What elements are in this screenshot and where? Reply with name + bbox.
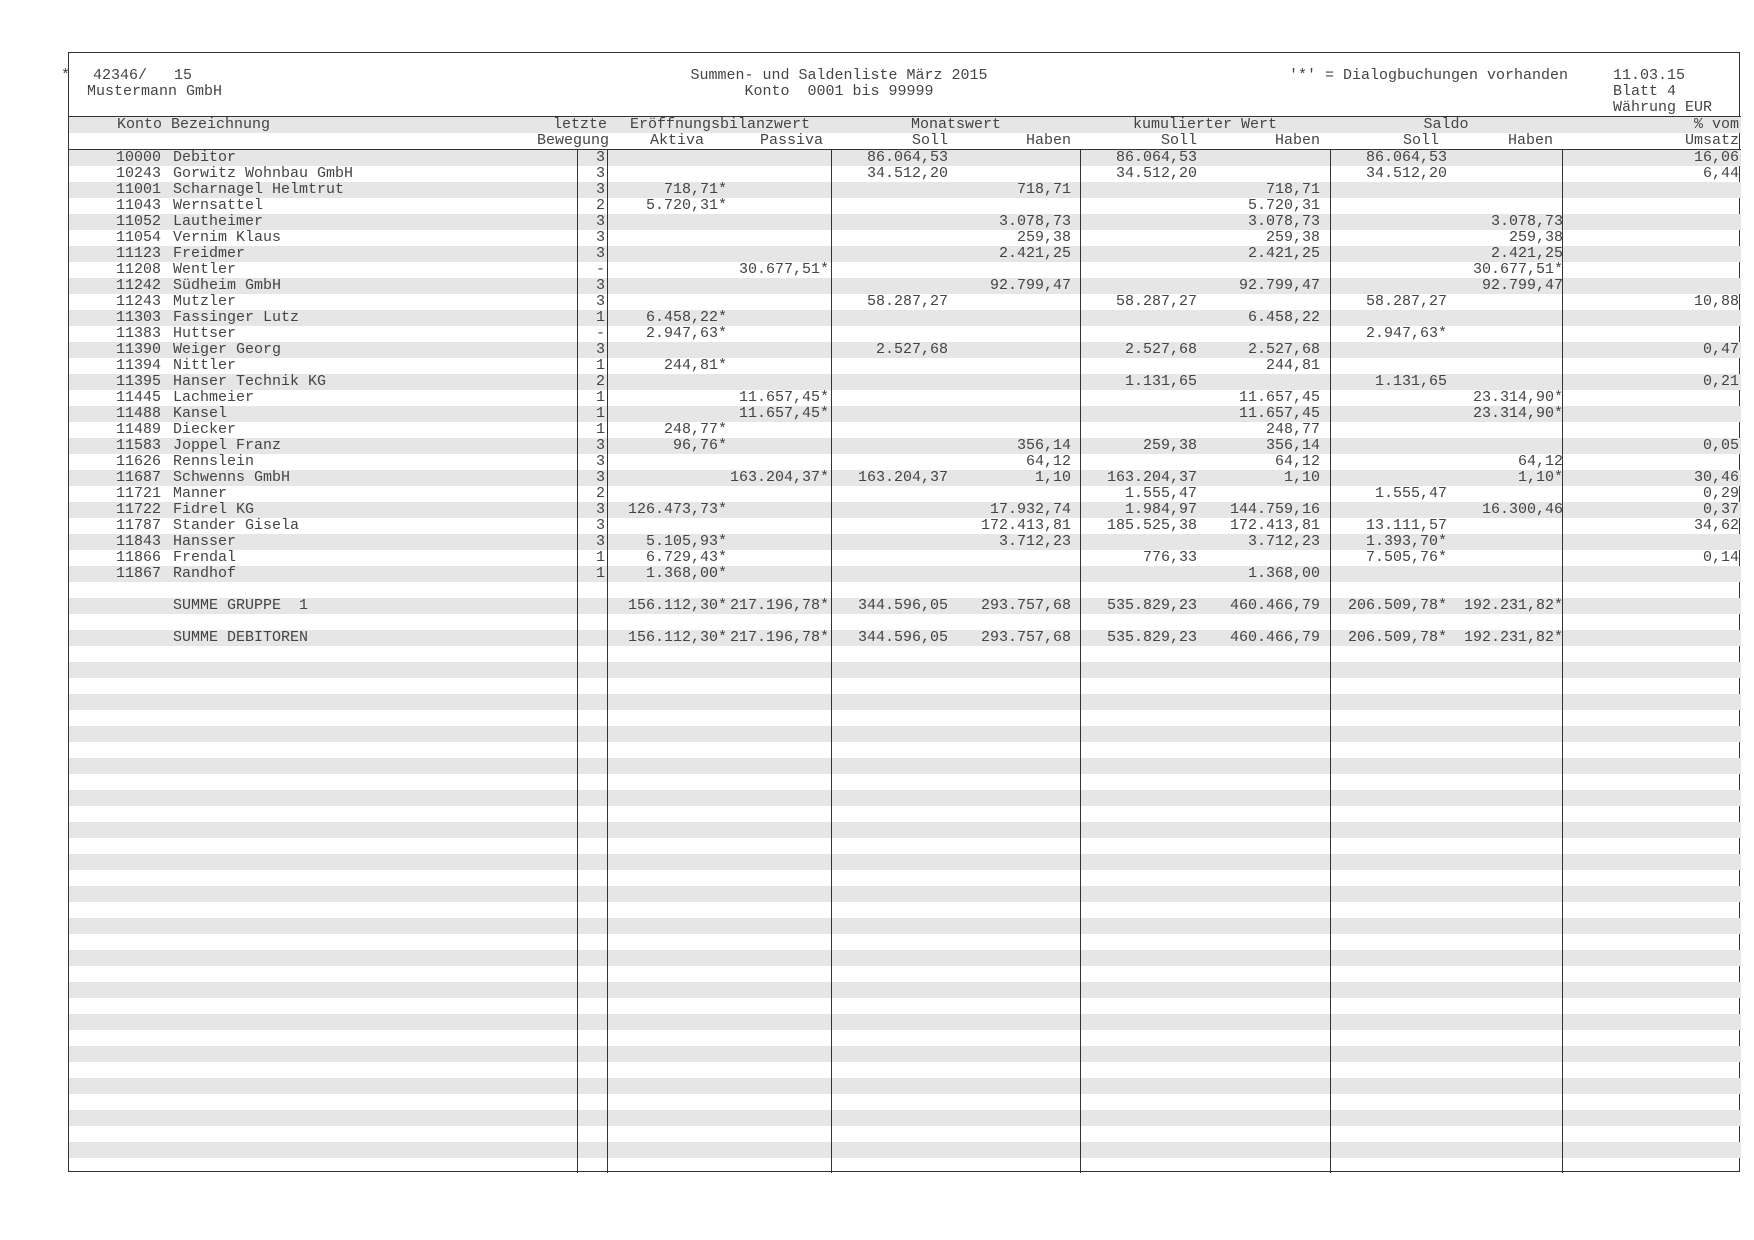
cell-bew: 2 [595,197,605,214]
table-row [69,454,1741,470]
cell-k-h: 5.720,31 [1247,197,1320,214]
cell-m-h: 718,71 [1016,181,1071,198]
cell-konto: 10243 [115,165,161,182]
cell-eb-a: 5.105,93* [645,533,727,550]
cell-s-s: 1.131,65 [1374,373,1447,390]
cell-s-h: 3.078,73 [1490,213,1563,230]
col-konto-bezeichnung: Konto Bezeichnung [117,116,271,133]
cell-konto: 11242 [115,277,161,294]
cell-k-h: 1,10 [1283,469,1320,486]
cell-k-h: 144.759,16 [1229,501,1320,518]
cell-konto: 11054 [115,229,161,246]
row-stripe [69,982,1741,998]
cell-name: Fassinger Lutz [173,309,300,326]
cell-konto: 11208 [115,261,161,278]
cell-pct: 0,14 [1702,549,1739,566]
report-date: 11.03.15 [1613,67,1686,84]
cell-m-s: 344.596,05 [857,629,948,646]
cell-m-h: 293.757,68 [980,629,1071,646]
cell-pct: 16,06 [1693,149,1739,166]
cell-eb-p: 30.677,51* [738,261,829,278]
cell-name: Stander Gisela [173,517,300,534]
cell-m-h: 3.712,23 [998,533,1071,550]
col-group-monat: Monatswert [910,116,1001,133]
col-passiva: Passiva [759,132,823,149]
cell-konto: 11843 [115,533,161,550]
cell-bew: 3 [595,517,605,534]
table-row [69,486,1741,502]
cell-m-s: 86.064,53 [866,149,948,166]
col-group-saldo: Saldo [1423,116,1469,133]
cell-k-h: 356,14 [1265,437,1320,454]
cell-eb-a: 6.729,43* [645,549,727,566]
cell-k-h: 6.458,22 [1247,309,1320,326]
cell-k-s: 1.984,97 [1124,501,1197,518]
col-kum-soll: Soll [1160,132,1197,149]
cell-konto: 11395 [115,373,161,390]
cell-k-s: 1.131,65 [1124,373,1197,390]
cell-m-s: 344.596,05 [857,597,948,614]
cell-konto: 11867 [115,565,161,582]
col-bewegung: Bewegung [536,132,609,149]
cell-k-s: 163.204,37 [1106,469,1197,486]
cell-bew: - [595,325,605,342]
cell-s-s: 2.947,63* [1365,325,1447,342]
cell-bew: 3 [595,245,605,262]
cell-name: Scharnagel Helmtrut [173,181,345,198]
cell-s-h: 23.314,90* [1472,389,1563,406]
cell-name: Rennslein [173,453,255,470]
row-stripe [69,758,1741,774]
cell-name: Gorwitz Wohnbau GmbH [173,165,354,182]
cell-bew: 3 [595,533,605,550]
cell-eb-a: 5.720,31* [645,197,727,214]
cell-k-s: 535.829,23 [1106,597,1197,614]
cell-k-h: 172.413,81 [1229,517,1320,534]
cell-k-s: 2.527,68 [1124,341,1197,358]
cell-konto: 11722 [115,501,161,518]
cell-bew: 2 [595,485,605,502]
cell-eb-a: 2.947,63* [645,325,727,342]
cell-konto: 11043 [115,197,161,214]
cell-eb-a: 96,76* [672,437,727,454]
cell-konto: 11687 [115,469,161,486]
cell-s-h: 192.231,82* [1463,629,1563,646]
table-row [69,422,1741,438]
cell-m-s: 163.204,37 [857,469,948,486]
table-row [69,262,1741,278]
table-row [69,326,1741,342]
cell-name: Randhof [173,565,237,582]
table-row [69,342,1741,358]
cell-eb-a: 6.458,22* [645,309,727,326]
cell-s-h: 16.300,46 [1481,501,1563,518]
cell-konto: 11488 [115,405,161,422]
table-row [69,534,1741,550]
cell-eb-p: 11.657,45* [738,389,829,406]
table-row [69,166,1741,182]
col-saldo-haben: Haben [1507,132,1553,149]
table-row [69,230,1741,246]
account-range: Konto 0001 bis 99999 [744,83,934,100]
cell-eb-a: 156.112,30* [627,629,727,646]
company-name: Mustermann GmbH [87,83,223,100]
row-stripe [69,662,1741,678]
cell-name: Freidmer [173,245,246,262]
row-stripe [69,694,1741,710]
cell-konto: 11303 [115,309,161,326]
table-row [69,278,1741,294]
cell-k-s: 86.064,53 [1115,149,1197,166]
row-stripe [69,726,1741,742]
cell-s-s: 13.111,57 [1365,517,1447,534]
row-stripe [69,854,1741,870]
row-stripe [69,950,1741,966]
cell-bew: 3 [595,149,605,166]
cell-bew: 3 [595,213,605,230]
cell-bew: 1 [595,389,605,406]
cell-bew: 1 [595,421,605,438]
cell-konto: 11866 [115,549,161,566]
cell-name: Mutzler [173,293,237,310]
cell-eb-p: 217.196,78* [729,629,829,646]
cell-pct: 0,37 [1702,501,1739,518]
cell-k-s: 535.829,23 [1106,629,1197,646]
cell-s-h: 92.799,47 [1481,277,1563,294]
row-stripe [69,1014,1741,1030]
cell-bew: 3 [595,341,605,358]
cell-m-s: 58.287,27 [866,293,948,310]
table-row [69,502,1741,518]
cell-k-s: 34.512,20 [1115,165,1197,182]
cell-name: Nittler [173,357,237,374]
cell-s-h: 23.314,90* [1472,405,1563,422]
cell-label: SUMME GRUPPE 1 [173,597,309,614]
cell-eb-a: 1.368,00* [645,565,727,582]
cell-s-h: 2.421,25 [1490,245,1563,262]
cell-k-s: 185.525,38 [1106,517,1197,534]
col-saldo-soll: Soll [1402,132,1439,149]
cell-k-h: 11.657,45 [1238,389,1320,406]
cell-pct: 10,88 [1693,293,1739,310]
col-group-kumuliert: kumulierter Wert [1132,116,1278,133]
cell-bew: 2 [595,373,605,390]
cell-name: Fidrel KG [173,501,255,518]
table-row [69,246,1741,262]
row-stripe [69,1046,1741,1062]
table-row [69,150,1741,166]
cell-name: Wernsattel [173,197,264,214]
dialog-note: '*' = Dialogbuchungen vorhanden [1289,67,1569,84]
cell-m-h: 1,10 [1034,469,1071,486]
cell-konto: 11243 [115,293,161,310]
table-row [69,358,1741,374]
table-row [69,518,1741,534]
sheet-number: Blatt 4 [1613,83,1677,100]
cell-pct: 34,62 [1693,517,1739,534]
client-number: 42346/ 15 [93,67,193,84]
cell-k-h: 244,81 [1265,357,1320,374]
cell-k-h: 1.368,00 [1247,565,1320,582]
cell-konto: 10000 [115,149,161,166]
cell-konto: 11445 [115,389,161,406]
cell-m-h: 293.757,68 [980,597,1071,614]
cell-s-s: 206.509,78* [1347,597,1447,614]
col-letzte: letzte [552,116,607,133]
cell-name: Vernim Klaus [173,229,282,246]
cell-konto: 11787 [115,517,161,534]
cell-k-h: 2.421,25 [1247,245,1320,262]
table-row [69,406,1741,422]
cell-k-h: 460.466,79 [1229,629,1320,646]
cell-s-h: 259,38 [1508,229,1563,246]
cell-k-h: 718,71 [1265,181,1320,198]
cell-name: Manner [173,485,228,502]
cell-eb-a: 248,77* [663,421,727,438]
cell-s-s: 206.509,78* [1347,629,1447,646]
cell-name: Lachmeier [173,389,255,406]
cell-s-h: 1,10* [1517,469,1563,486]
cell-s-s: 58.287,27 [1365,293,1447,310]
row-stripe [69,918,1741,934]
cell-s-s: 1.393,70* [1365,533,1447,550]
cell-bew: 3 [595,437,605,454]
cell-k-h: 2.527,68 [1247,341,1320,358]
col-group-eroeffnung: Eröffnungsbilanzwert [629,116,811,133]
cell-name: Wentler [173,261,237,278]
cell-eb-a: 718,71* [663,181,727,198]
cell-pct: 0,05 [1702,437,1739,454]
cell-label: SUMME DEBITOREN [173,629,309,646]
cell-bew: 1 [595,357,605,374]
table-row [69,566,1741,582]
col-pct-umsatz: Umsatz [1684,132,1739,149]
cell-konto: 11626 [115,453,161,470]
sum-row [69,598,1741,614]
cell-eb-p: 11.657,45* [738,405,829,422]
cell-bew: 3 [595,501,605,518]
cell-bew: 3 [595,229,605,246]
cell-bew: 3 [595,277,605,294]
table-row [69,374,1741,390]
table-row [69,182,1741,198]
table-row [69,198,1741,214]
cell-konto: 11489 [115,421,161,438]
col-monat-haben: Haben [1025,132,1071,149]
col-pct-vom: % vom [1693,116,1739,133]
cell-bew: 3 [595,453,605,470]
cell-m-h: 259,38 [1016,229,1071,246]
cell-konto: 11390 [115,341,161,358]
cell-name: Südheim GmbH [173,277,282,294]
sum-row [69,630,1741,646]
cell-bew: 1 [595,309,605,326]
cell-m-h: 3.078,73 [998,213,1071,230]
cell-name: Lautheimer [173,213,264,230]
cell-bew: 1 [595,549,605,566]
currency-label: Währung EUR [1613,99,1713,116]
cell-s-h: 30.677,51* [1472,261,1563,278]
cell-pct: 0,29 [1702,485,1739,502]
cell-m-h: 356,14 [1016,437,1071,454]
cell-k-h: 3.712,23 [1247,533,1320,550]
cell-eb-p: 163.204,37* [729,469,829,486]
row-stripe [69,1142,1741,1158]
cell-konto: 11383 [115,325,161,342]
col-monat-soll: Soll [911,132,948,149]
cell-s-s: 86.064,53 [1365,149,1447,166]
cell-name: Joppel Franz [173,437,282,454]
cell-konto: 11123 [115,245,161,262]
cell-konto: 11721 [115,485,161,502]
table-row [69,470,1741,486]
table-row [69,310,1741,326]
cell-m-h: 92.799,47 [989,277,1071,294]
row-stripe [69,1110,1741,1126]
table-row [69,438,1741,454]
cell-name: Debitor [173,149,237,166]
cell-s-s: 34.512,20 [1365,165,1447,182]
cell-s-s: 7.505,76* [1365,549,1447,566]
cell-k-h: 460.466,79 [1229,597,1320,614]
cell-bew: 3 [595,293,605,310]
cell-pct: 30,46 [1693,469,1739,486]
cell-name: Hanser Technik KG [173,373,327,390]
cell-s-s: 1.555,47 [1374,485,1447,502]
cell-eb-a: 126.473,73* [627,501,727,518]
cell-konto: 11583 [115,437,161,454]
cell-m-h: 172.413,81 [980,517,1071,534]
col-kum-haben: Haben [1274,132,1320,149]
cell-konto: 11394 [115,357,161,374]
row-stripe [69,790,1741,806]
cell-bew: 3 [595,181,605,198]
cell-s-h: 64,12 [1517,453,1563,470]
cell-k-h: 64,12 [1274,453,1320,470]
table-row [69,390,1741,406]
cell-k-h: 11.657,45 [1238,405,1320,422]
client-marker: * [61,67,71,84]
cell-eb-a: 156.112,30* [627,597,727,614]
table-row [69,214,1741,230]
cell-pct: 6,44 [1702,165,1739,182]
cell-k-h: 3.078,73 [1247,213,1320,230]
cell-k-h: 248,77 [1265,421,1320,438]
cell-bew: 1 [595,565,605,582]
cell-bew: 3 [595,165,605,182]
cell-name: Diecker [173,421,237,438]
table-row [69,550,1741,566]
cell-bew: 3 [595,469,605,486]
cell-m-s: 2.527,68 [875,341,948,358]
col-aktiva: Aktiva [649,132,704,149]
row-stripe [69,822,1741,838]
cell-konto: 11052 [115,213,161,230]
cell-name: Schwenns GmbH [173,469,291,486]
cell-name: Hansser [173,533,237,550]
cell-name: Frendal [173,549,237,566]
cell-bew: - [595,261,605,278]
cell-k-s: 1.555,47 [1124,485,1197,502]
cell-pct: 0,47 [1702,341,1739,358]
cell-k-h: 92.799,47 [1238,277,1320,294]
cell-m-h: 64,12 [1025,453,1071,470]
cell-k-h: 259,38 [1265,229,1320,246]
cell-name: Huttser [173,325,237,342]
cell-k-s: 58.287,27 [1115,293,1197,310]
cell-pct: 0,21 [1702,373,1739,390]
cell-bew: 1 [595,405,605,422]
cell-k-s: 259,38 [1142,437,1197,454]
cell-m-h: 17.932,74 [989,501,1071,518]
cell-name: Weiger Georg [173,341,282,358]
cell-s-h: 192.231,82* [1463,597,1563,614]
cell-k-s: 776,33 [1142,549,1197,566]
report-sheet [61,52,1740,1172]
report-title: Summen- und Saldenliste März 2015 [690,67,988,84]
cell-m-s: 34.512,20 [866,165,948,182]
cell-konto: 11001 [115,181,161,198]
row-stripe [69,1078,1741,1094]
cell-name: Kansel [173,405,228,422]
cell-eb-p: 217.196,78* [729,597,829,614]
table-row [69,294,1741,310]
cell-eb-a: 244,81* [663,357,727,374]
row-stripe [69,886,1741,902]
cell-m-h: 2.421,25 [998,245,1071,262]
